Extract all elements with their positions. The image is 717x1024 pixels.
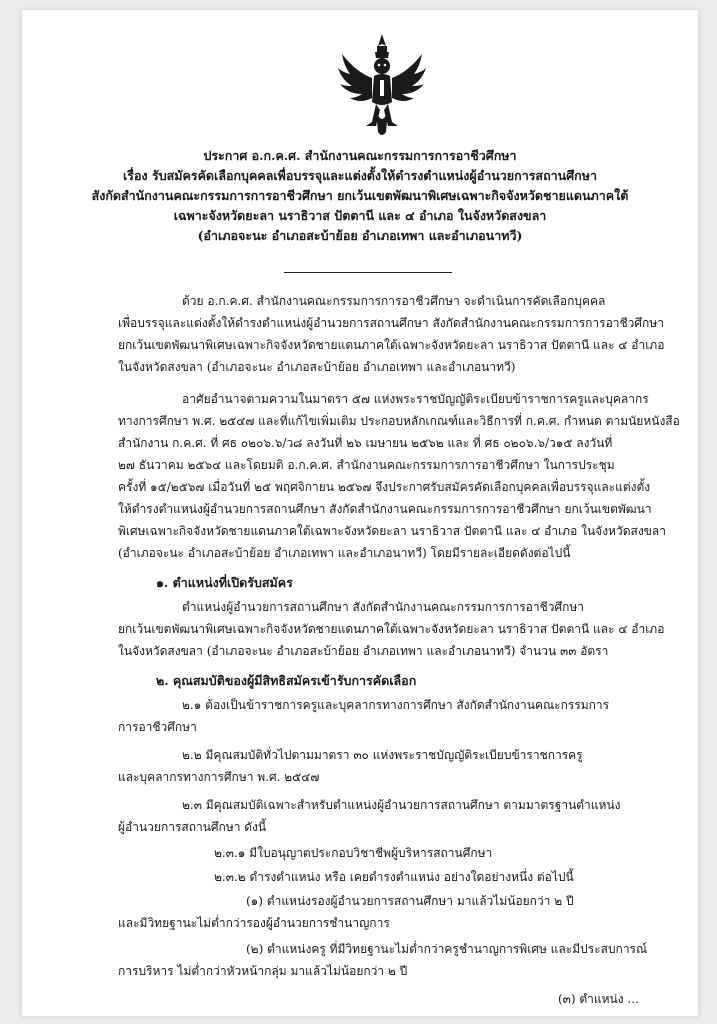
paragraph-line: ยกเว้นเขตพัฒนาพิเศษเฉพาะกิจจังหวัดชายแดนภาคใต้เฉพาะจังหวัดยะลา นราธิวาส ปัตตานี และ ๔ อำเภอ [118,338,665,352]
continued-on-next-page: (๓) ตำแหน่ง ... [558,992,639,1006]
subject-line: เรื่อง รับสมัครคัดเลือกบุคคลเพื่อบรรจุและแต่งตั้งให้ดำรงตำแหน่งผู้อำนวยการสถานศึกษา [123,168,597,183]
paragraph-line: และมีวิทยฐานะไม่ต่ำกว่ารองผู้อำนวยการชำนาญการ [118,916,390,930]
paragraph-line: การบริหาร ไม่ต่ำกว่าหัวหน้ากลุ่ม มาแล้วไม่น้อยกว่า ๒ ปี [118,964,408,978]
paragraph-line: ครั้งที่ ๑๕/๒๕๖๗ เมื่อวันที่ ๒๕ พฤศจิกายน ๒๕๖๗ จึงประกาศรับสมัครคัดเลือกบุคคลเพื่อบรรจุและแต่งตั้ง [118,480,651,494]
paragraph-line: ทางการศึกษา พ.ศ. ๒๕๔๗ และที่แก้ไขเพิ่มเติม ประกอบหลักเกณฑ์และวิธีการที่ ก.ค.ศ. กำหนด ตามนัยหนังสือ [118,414,680,428]
paragraph-line: ๒.๓.๒ ดำรงตำแหน่ง หรือ เคยดำรงตำแหน่ง อย่างใดอย่างหนึ่ง ต่อไปนี้ [214,870,574,884]
paragraph-line: ในจังหวัดสงขลา (อำเภอจะนะ อำเภอสะบ้าย้อย อำเภอเทพา และอำเภอนาทวี) จำนวน ๓๓ อัตรา [118,644,609,658]
title-divider [284,272,452,273]
paragraph-line: ๒๗ ธันวาคม ๒๕๖๔ และโดยมติ อ.ก.ค.ศ. สำนักงานคณะกรรมการการอาชีวศึกษา ในการประชุม [118,458,615,472]
garuda-emblem [336,32,428,142]
paragraph-line: (อำเภอจะนะ อำเภอสะบ้าย้อย อำเภอเทพา และอำเภอนาทวี) โดยมีรายละเอียดดังต่อไปนี้ [118,546,571,560]
paragraph-line: สำนักงาน ก.ค.ศ. ที่ ศธ ๐๒๐๖.๖/ว๘ ลงวันที่ ๒๖ เมษายน ๒๕๖๒ และ ที่ ศธ ๐๒๐๖.๖/ว๑๕ ลงวันที่ [118,436,613,450]
paragraph-line: ตำแหน่งผู้อำนวยการสถานศึกษา สังกัดสำนักงานคณะกรรมการการอาชีวศึกษา [182,600,585,614]
paragraph-line: ให้ดำรงตำแหน่งผู้อำนวยการสถานศึกษา สังกัดสำนักงานคณะกรรมการการอาชีวศึกษา ยกเว้นเขตพัฒนา [118,502,652,516]
document-page [22,10,698,1016]
paragraph-line: ๒.๓.๑ มีใบอนุญาตประกอบวิชาชีพผู้บริหารสถานศึกษา [214,846,493,860]
paragraph-line: ด้วย อ.ก.ค.ศ. สำนักงานคณะกรรมการการอาชีวศึกษา จะดำเนินการคัดเลือกบุคคล [182,294,606,308]
subject-line: (อำเภอจะนะ อำเภอสะบ้าย้อย อำเภอเทพา และอำเภอนาทวี) [197,228,523,243]
section-heading: ๒. คุณสมบัติของผู้มีสิทธิสมัครเข้ารับการคัดเลือก [156,673,417,688]
subject-line: เฉพาะจังหวัดยะลา นราธิวาส ปัตตานี และ ๔ อำเภอ ในจังหวัดสงขลา [173,208,547,223]
list-item: (๒) ตำแหน่งครู ที่มีวิทยฐานะไม่ต่ำกว่าครูชำนาญการพิเศษ และมีประสบการณ์ [246,942,648,956]
paragraph-line: ๒.๓ มีคุณสมบัติเฉพาะสำหรับตำแหน่งผู้อำนวยการสถานศึกษา ตามมาตรฐานตำแหน่ง [182,798,621,812]
paragraph-line: เพื่อบรรจุและแต่งตั้งให้ดำรงตำแหน่งผู้อำนวยการสถานศึกษา สังกัดสำนักงานคณะกรรมการการอาชีวศึกษา [118,316,664,330]
paragraph-line: ผู้อำนวยการสถานศึกษา ดังนี้ [118,820,267,834]
paragraph-line: อาศัยอำนาจตามความในมาตรา ๕๗ แห่งพระราชบัญญัติระเบียบข้าราชการครูและบุคลากร [182,392,649,406]
subject-line: สังกัดสำนักงานคณะกรรมการการอาชีวศึกษา ยกเว้นเขตพัฒนาพิเศษเฉพาะกิจจังหวัดชายแดนภาคใต้ [91,188,629,203]
announcement-title: ประกาศ อ.ก.ค.ศ. สำนักงานคณะกรรมการการอาชีวศึกษา [203,148,517,163]
paragraph-line: ในจังหวัดสงขลา (อำเภอจะนะ อำเภอสะบ้าย้อย อำเภอเทพา และอำเภอนาทวี) [118,360,516,374]
section-heading: ๑. ตำแหน่งที่เปิดรับสมัคร [156,575,293,590]
paragraph-line: พิเศษเฉพาะกิจจังหวัดชายแดนภาคใต้เฉพาะจังหวัดยะลา นราธิวาส ปัตตานี และ ๔ อำเภอ ในจังหวัดสงขลา [118,524,666,538]
list-item: (๑) ตำแหน่งรองผู้อำนวยการสถานศึกษา มาแล้วไม่น้อยกว่า ๒ ปี [246,894,574,908]
paragraph-line: ๒.๒ มีคุณสมบัติทั่วไปตามมาตรา ๓๐ แห่งพระราชบัญญัติระเบียบข้าราชการครู [182,748,583,762]
paragraph-line: ๒.๑ ต้องเป็นข้าราชการครูและบุคลากรทางการศึกษา สังกัดสำนักงานคณะกรรมการ [182,698,610,712]
paragraph-line: และบุคลากรทางการศึกษา พ.ศ. ๒๕๔๗ [118,770,320,784]
paragraph-line: ยกเว้นเขตพัฒนาพิเศษเฉพาะกิจจังหวัดชายแดนภาคใต้เฉพาะจังหวัดยะลา นราธิวาส ปัตตานี และ ๔ อำเภอ [118,622,665,636]
paragraph-line: การอาชีวศึกษา [118,720,197,734]
